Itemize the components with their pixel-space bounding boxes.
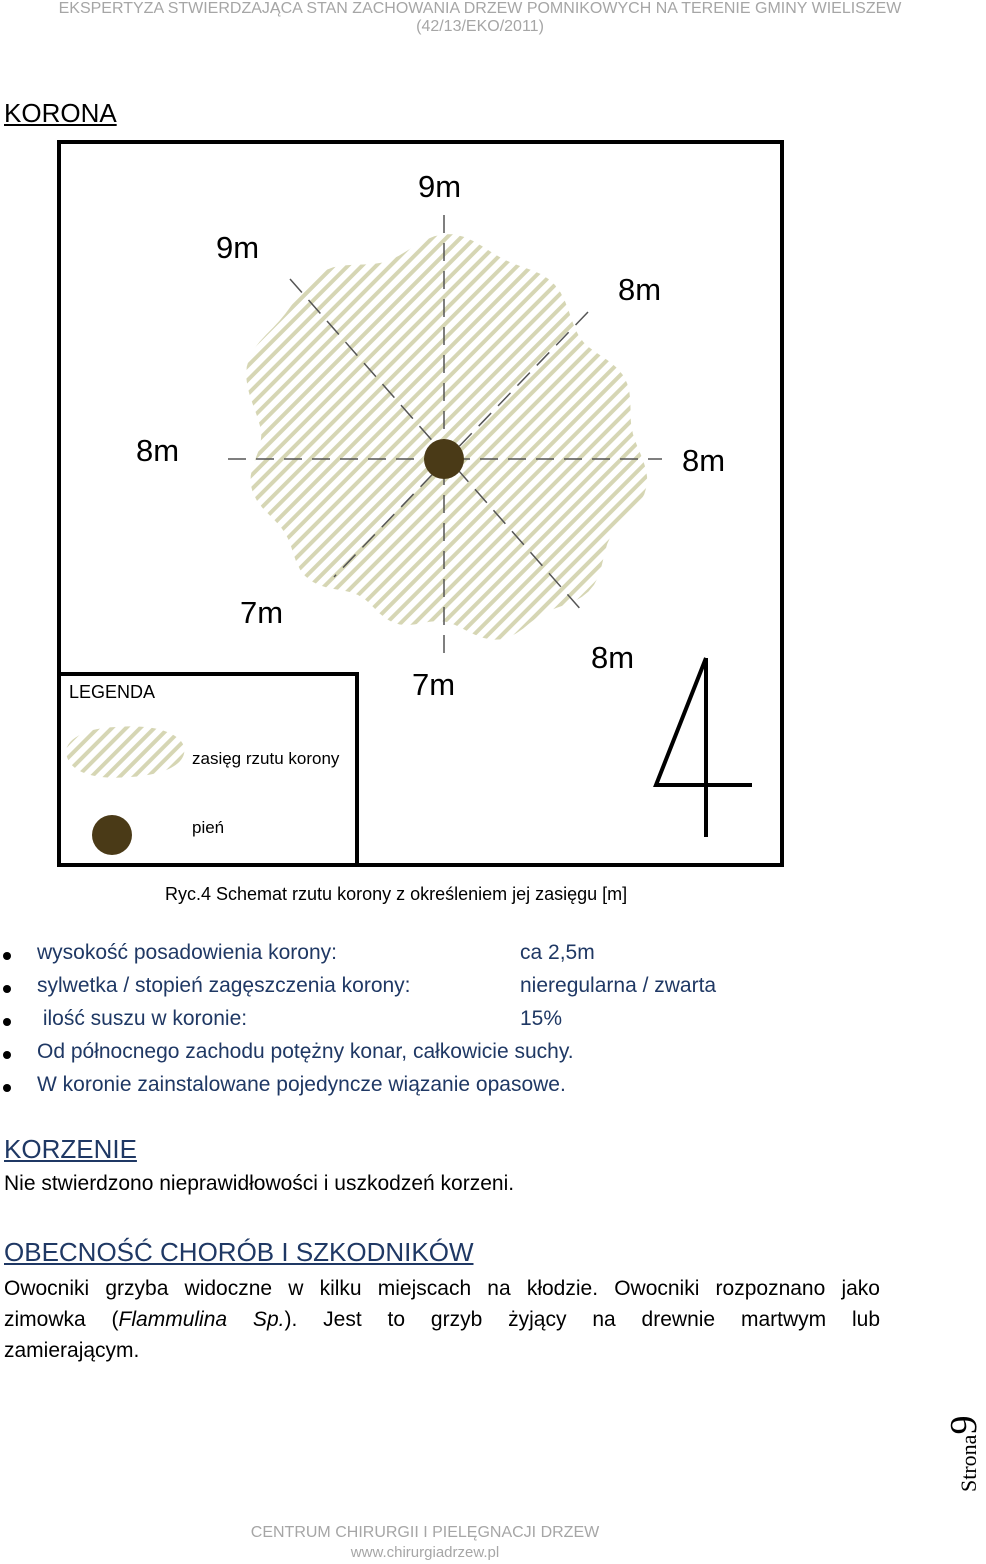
legend-trunk-icon [92,815,132,855]
choroby-line-1: Owocniki grzyba widoczne w kilku miejscach na kłodzie. Owocniki rozpoznano jako [4,1277,880,1300]
bullet-item [0,1073,960,1103]
bullet-label: Od północnego zachodu potężny konar, całkowicie suchy. [37,1040,574,1063]
north-marker [648,628,776,885]
choroby-line-3: zamierającym. [4,1339,140,1362]
header-title: EKSPERTYZA STWIERDZAJĄCA STAN ZACHOWANIA DRZEW POMNIKOWYCH NA TERENIE GMINY WIELISZEW [58,0,902,17]
bullet-item [0,941,960,971]
choroby-line-2 [4,1304,880,1335]
bullet-value: nieregularna / zwarta [520,974,717,997]
radius-label-s: 7m [412,667,456,702]
radius-label-se: 8m [591,640,635,675]
crown-projection-figure [0,130,960,875]
section-heading-korona: KORONA [4,98,117,128]
bullet-dot [3,1051,11,1059]
bullet-value: ca 2,5m [520,941,595,964]
bullet-dot [3,1084,11,1092]
footer-organization: CENTRUM CHIRURGII I PIELĘGNACJI DRZEW [250,1524,600,1541]
page-number: 9 [943,1415,985,1435]
bullet-label: sylwetka / stopień zagęszczenia korony: [37,974,411,997]
radius-label-e: 8m [682,443,726,478]
legend-trunk-label: pień [192,818,225,837]
bullet-value: 15% [520,1007,563,1030]
bullet-dot [3,952,11,960]
radius-label-ne: 8m [618,272,662,307]
trunk-marker [424,439,464,479]
radius-label-nw: 9m [216,230,260,265]
bullet-label: ilość suszu w koronie: [37,1007,248,1030]
footer-website: www.chirurgiadrzew.pl [350,1544,500,1561]
section-heading-korzenie: KORZENIE [4,1134,137,1164]
species-name: Flammulina Sp. [118,1308,285,1331]
choroby-paragraph [4,1273,880,1366]
legend-title: LEGENDA [69,682,156,702]
section-heading-choroby: OBECNOŚĆ CHORÓB I SZKODNIKÓW [4,1237,474,1267]
radius-label-w: 8m [136,433,180,468]
radius-label-n: 9m [418,169,462,204]
bullet-dot [3,1018,11,1026]
choroby-line-2b: ). Jest to grzyb żyjący na drewnie martwym lub [284,1308,881,1331]
bullet-item [0,974,960,1004]
page-word: Strona [956,1434,981,1492]
korzenie-text: Nie stwierdzono nieprawidłowości i uszkodzeń korzeni. [4,1172,515,1195]
bullet-item [0,1040,960,1070]
page-number-label [942,1416,986,1492]
bullet-dot [3,985,11,993]
bullet-item [0,1007,960,1037]
crown-projection-area [246,234,647,640]
bullet-label: wysokość posadowienia korony: [37,941,337,964]
header-reference: (42/13/EKO/2011) [416,18,544,35]
legend-crown-label: zasięg rzutu korony [192,749,340,768]
bullet-label: W koronie zainstalowane pojedyncze wiązanie opasowe. [37,1073,566,1096]
radius-label-sw: 7m [240,595,284,630]
figure-caption: Ryc.4 Schemat rzutu korony z określeniem jej zasięgu [m] [165,884,628,904]
choroby-line-2a: zimowka ( [4,1308,119,1331]
